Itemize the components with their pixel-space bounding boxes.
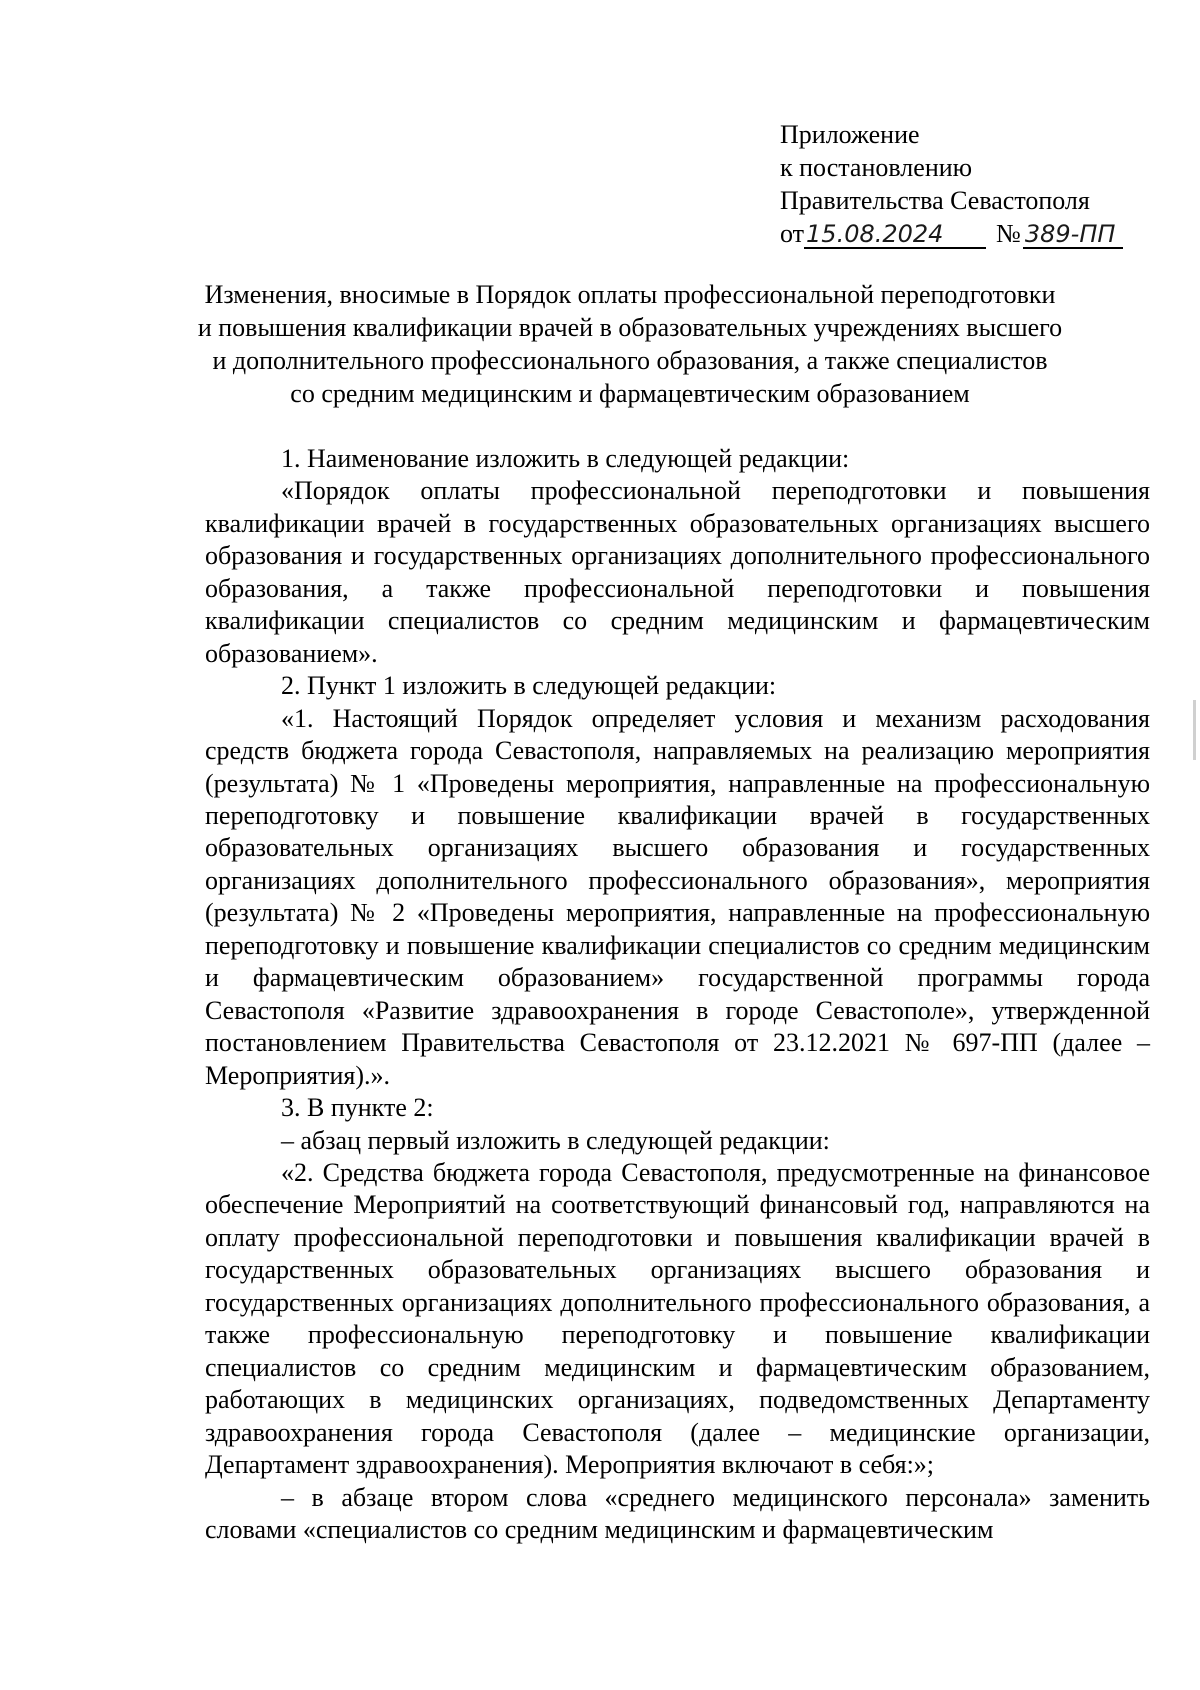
paragraph-item-1: 1. Наименование изложить в следующей редакции: (281, 444, 850, 473)
heading-line: и дополнительного профессионального образования, а также специалистов (212, 346, 1048, 375)
paragraph-item-3: 3. В пункте 2: (281, 1093, 434, 1123)
appendix-authority: Правительства Севастополя (780, 186, 1090, 215)
paragraph-subitem-first: – абзац первый изложить в следующей редакции: (281, 1125, 830, 1155)
heading-line: со средним медицинским и фармацевтическим образованием (290, 379, 970, 408)
handwritten-date: 15.08.2024 (804, 221, 986, 249)
date-prefix: от (780, 219, 805, 248)
document-body (205, 443, 1150, 1546)
heading-line: и повышения квалификации врачей в образовательных учреждениях высшего (197, 313, 1063, 342)
appendix-reference: к постановлению (780, 153, 973, 182)
paragraph-item-2: 2. Пункт 1 изложить в следующей редакции: (281, 671, 777, 701)
scan-artifact (1193, 700, 1196, 760)
paragraph-new-clause-2: «2. Средства бюджета города Севастополя, предусмотренные на финансовое обеспечение Мероприятий на соответствующий финансовый год, направляются на оплату профессиональной переподготовки и повышения квалификации врачей в государственных образовательных организациях высшего образования и государственных организациях дополнительного профессионального образования, а также профессиональную переподготовку и повышение квалификации специалистов со средним медицинским и фармацевтическим образованием, работающих в медицинских организациях, подведомственных Департаменту здравоохранения города Севастополя (далее – медицинские организации, Департамент здравоохранения). Мероприятия включают в себя:»; (205, 1157, 1150, 1480)
appendix-date-number-line (780, 217, 1180, 250)
handwritten-number: 389-ПП (1023, 221, 1123, 249)
appendix-title: Приложение (780, 120, 920, 149)
paragraph-subitem-second: – в абзаце втором слова «среднего медицинского персонала» заменить словами «специалистов со средним медицинским и фармацевтическим (205, 1482, 1150, 1544)
heading-line: Изменения, вносимые в Порядок оплаты профессиональной переподготовки (204, 280, 1056, 309)
appendix-block (780, 118, 1180, 250)
document-heading (160, 278, 1100, 410)
paragraph-new-clause-1: «1. Настоящий Порядок определяет условия и механизм расходования средств бюджета города Севастополя, направляемых на реализацию мероприятия (результата) № 1 «Проведены мероприятия, направленные на профессиональную переподготовку и повышение квалификации врачей в государственных образовательных организациях высшего образования и государственных организациях дополнительного профессионального образования», мероприятия (результата) № 2 «Проведены мероприятия, направленные на профессиональную переподготовку и повышение квалификации специалистов со средним медицинским и фармацевтическим образованием» государственной программы города Севастополя «Развитие здравоохранения в городе Севастополе», утвержденной постановлением Правительства Севастополя от 23.12.2021 № 697-ПП (далее – Мероприятия).». (205, 703, 1150, 1090)
paragraph-new-title: «Порядок оплаты профессиональной переподготовки и повышения квалификации врачей в государственных образовательных организациях высшего образования и государственных организациях дополнительного профессионального образования, а также профессиональной переподготовки и повышения квалификации специалистов со средним медицинским и фармацевтическим образованием». (205, 476, 1150, 668)
number-sign: № (996, 219, 1021, 248)
